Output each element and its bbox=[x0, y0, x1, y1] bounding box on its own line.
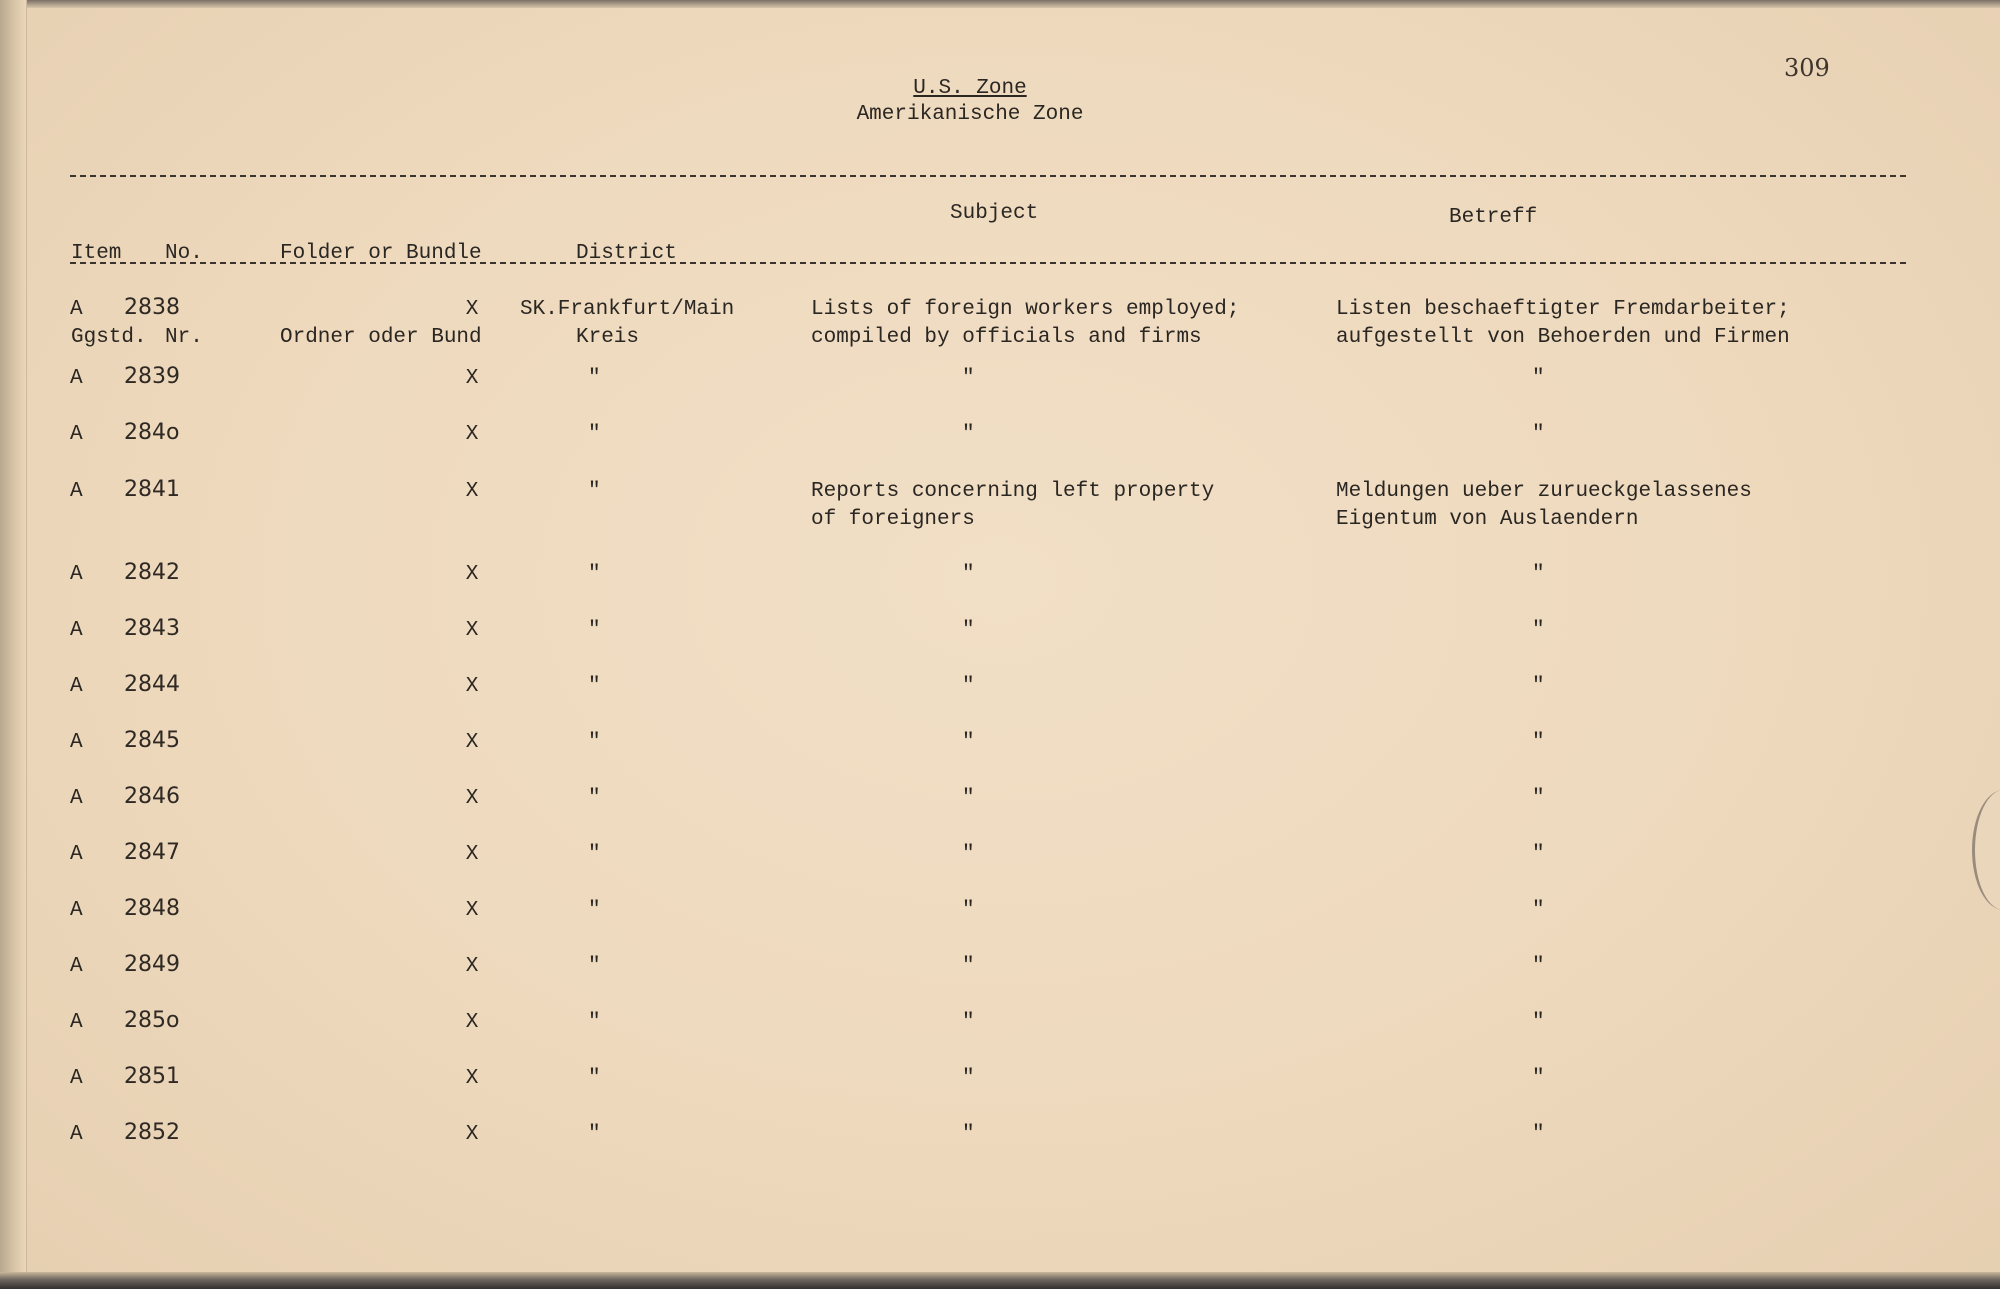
district-value: " bbox=[588, 955, 601, 978]
folder-mark: X bbox=[465, 955, 479, 978]
item-number: 285o bbox=[124, 1008, 180, 1033]
item-letter: A bbox=[70, 731, 83, 754]
district-value: " bbox=[588, 899, 601, 922]
betreff-text: " bbox=[1532, 955, 1545, 978]
item-number: 2846 bbox=[124, 784, 180, 809]
column-header-no-de: Nr. bbox=[165, 326, 203, 349]
folder-mark: X bbox=[465, 1123, 479, 1146]
folder-mark: X bbox=[465, 563, 479, 586]
zone-subtitle: Amerikanische Zone bbox=[856, 103, 1084, 126]
item-letter: A bbox=[70, 675, 83, 698]
district-value: " bbox=[588, 367, 601, 390]
column-header-item-de: Ggstd. bbox=[71, 326, 147, 349]
subject-text: " bbox=[962, 1123, 975, 1146]
betreff-text: " bbox=[1532, 1011, 1545, 1034]
item-number: 2844 bbox=[124, 672, 180, 697]
column-header-district-en: District bbox=[576, 242, 677, 265]
subject-text: " bbox=[962, 675, 975, 698]
item-number: 2849 bbox=[124, 952, 180, 977]
item-number: 2847 bbox=[124, 840, 180, 865]
item-letter: A bbox=[70, 423, 83, 446]
district-value: " bbox=[588, 1067, 601, 1090]
subject-text: " bbox=[962, 1067, 975, 1090]
subject-text: " bbox=[962, 955, 975, 978]
betreff-text: " bbox=[1532, 619, 1545, 642]
page-top-edge bbox=[0, 0, 2000, 8]
folder-mark: X bbox=[465, 619, 479, 642]
item-number: 2841 bbox=[124, 477, 180, 502]
betreff-text: " bbox=[1532, 787, 1545, 810]
header-rule-bottom bbox=[70, 262, 1906, 264]
subject-text: " bbox=[962, 367, 975, 390]
item-letter: A bbox=[70, 619, 83, 642]
item-number: 284o bbox=[124, 420, 180, 445]
folder-mark: X bbox=[465, 367, 479, 390]
subject-text: Lists of foreign workers employed; compiled by officials and firms bbox=[811, 298, 1240, 349]
item-number: 2845 bbox=[124, 728, 180, 753]
header-rule-top bbox=[70, 175, 1906, 177]
item-letter: A bbox=[70, 1123, 83, 1146]
item-letter: A bbox=[70, 787, 83, 810]
item-letter: A bbox=[70, 1011, 83, 1034]
folder-mark: X bbox=[465, 1011, 479, 1034]
column-header-folder-de: Ordner oder Bund bbox=[280, 326, 482, 349]
folder-mark: X bbox=[465, 787, 479, 810]
item-number: 2843 bbox=[124, 616, 180, 641]
district-value: " bbox=[588, 1123, 601, 1146]
page-number: 309 bbox=[1784, 54, 1830, 82]
subject-text: " bbox=[962, 899, 975, 922]
betreff-text: " bbox=[1532, 423, 1545, 446]
district-value: " bbox=[588, 619, 601, 642]
betreff-text: " bbox=[1532, 843, 1545, 866]
subject-text: " bbox=[962, 423, 975, 446]
column-header-folder-en: Folder or Bundle bbox=[280, 242, 482, 265]
betreff-text: " bbox=[1532, 367, 1545, 390]
zone-title: U.S. Zone bbox=[913, 77, 1027, 100]
betreff-text: " bbox=[1532, 1067, 1545, 1090]
column-header-no-en: No. bbox=[165, 242, 203, 265]
betreff-text: " bbox=[1532, 899, 1545, 922]
betreff-text: " bbox=[1532, 731, 1545, 754]
subject-text: " bbox=[962, 1011, 975, 1034]
betreff-text: " bbox=[1532, 675, 1545, 698]
district-value: " bbox=[588, 843, 601, 866]
column-header-folder bbox=[280, 184, 482, 408]
subject-text: " bbox=[962, 563, 975, 586]
betreff-text: Meldungen ueber zurueckgelassenes Eigentum von Auslaendern bbox=[1336, 480, 1752, 531]
item-letter: A bbox=[70, 955, 83, 978]
column-header-district-de: Kreis bbox=[576, 326, 640, 349]
subject-text: " bbox=[962, 731, 975, 754]
item-letter: A bbox=[70, 563, 83, 586]
item-number: 2839 bbox=[124, 364, 180, 389]
item-number: 2842 bbox=[124, 560, 180, 585]
item-letter: A bbox=[70, 480, 83, 503]
item-number: 2848 bbox=[124, 896, 180, 921]
item-letter: A bbox=[70, 298, 83, 321]
page-header bbox=[820, 76, 1120, 128]
item-number: 2852 bbox=[124, 1120, 180, 1145]
folder-mark: X bbox=[465, 298, 479, 321]
folder-mark: X bbox=[465, 843, 479, 866]
subject-text: " bbox=[962, 843, 975, 866]
district-value: SK.Frankfurt/Main bbox=[520, 298, 735, 321]
page-binding bbox=[0, 0, 27, 1289]
district-value: " bbox=[588, 423, 601, 446]
folder-mark: X bbox=[465, 899, 479, 922]
betreff-text: Listen beschaeftigter Fremdarbeiter; aufgestellt von Behoerden und Firmen bbox=[1336, 298, 1790, 349]
district-value: " bbox=[588, 787, 601, 810]
district-value: " bbox=[588, 1011, 601, 1034]
item-letter: A bbox=[70, 1067, 83, 1090]
folder-mark: X bbox=[465, 731, 479, 754]
betreff-text: " bbox=[1532, 563, 1545, 586]
item-letter: A bbox=[70, 843, 83, 866]
district-value: " bbox=[588, 675, 601, 698]
item-number: 2851 bbox=[124, 1064, 180, 1089]
district-value: " bbox=[588, 480, 601, 503]
column-header-item-en: Item bbox=[71, 242, 122, 265]
betreff-text: " bbox=[1532, 1123, 1545, 1146]
column-header-subject: Subject bbox=[950, 202, 1039, 225]
folder-mark: X bbox=[465, 423, 479, 446]
subject-text: Reports concerning left property of foreigners bbox=[811, 480, 1215, 531]
subject-text: " bbox=[962, 787, 975, 810]
item-number: 2838 bbox=[124, 295, 180, 320]
item-letter: A bbox=[70, 367, 83, 390]
page-bottom-edge bbox=[0, 1272, 2000, 1289]
item-letter: A bbox=[70, 899, 83, 922]
folder-mark: X bbox=[465, 1067, 479, 1090]
folder-mark: X bbox=[465, 480, 479, 503]
column-header-betreff: Betreff bbox=[1449, 206, 1538, 229]
district-value: " bbox=[588, 563, 601, 586]
subject-text: " bbox=[962, 619, 975, 642]
folder-mark: X bbox=[465, 675, 479, 698]
district-value: " bbox=[588, 731, 601, 754]
